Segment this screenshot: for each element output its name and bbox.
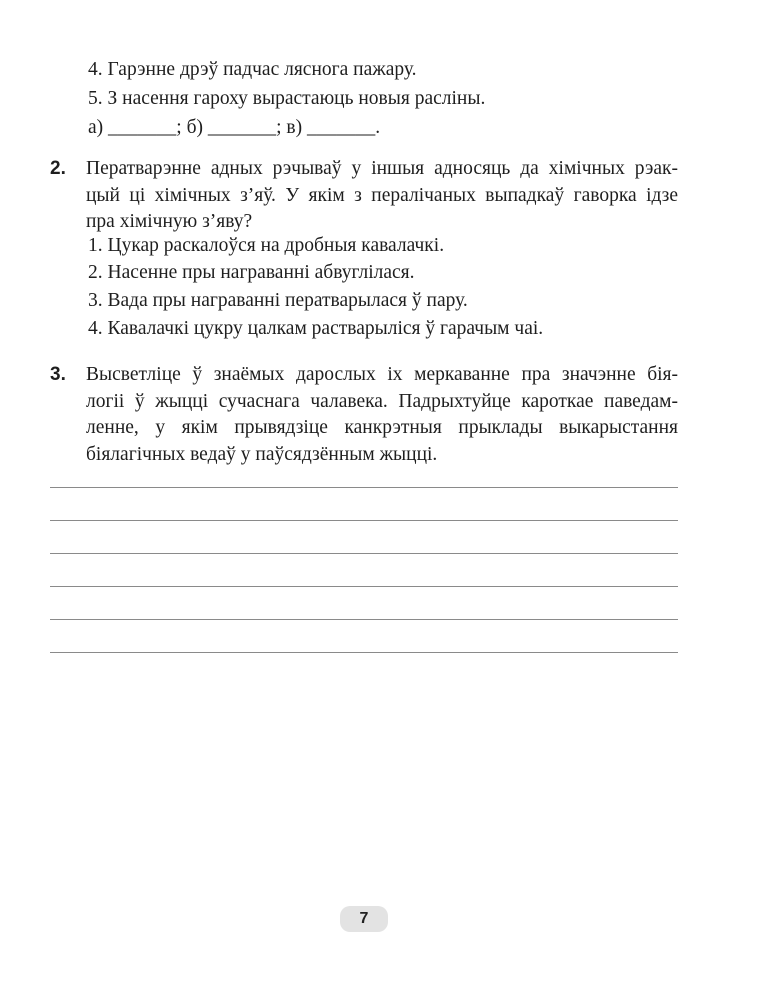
page-number: 7 <box>340 906 388 932</box>
task2-option-2: 2. Насенне пры награванні абвуглілася. <box>88 262 415 283</box>
task3-question-line: біялагічных ведаў у паўсядзённым жыцці. <box>86 443 438 465</box>
writing-line[interactable] <box>50 520 678 521</box>
writing-line[interactable] <box>50 619 678 620</box>
task3-number: 3. <box>50 364 66 385</box>
task1-item-5: 5. З насення гароху вырастаюць новыя расліны. <box>88 88 486 109</box>
writing-line[interactable] <box>50 586 678 587</box>
task3-question-line: Высветліце ў знаёмых дарослых іх меркаванне пра значэнне бія- <box>86 364 678 385</box>
writing-line[interactable] <box>50 487 678 488</box>
task1-item-4: 4. Гарэнне дрэў падчас ляснога пажару. <box>88 59 417 80</box>
task3-question-line: логіі ў жыцці сучаснага чалавека. Падрыхтуйце кароткае паведам- <box>86 390 678 412</box>
task2-question-line: пра хімічную з’яву? <box>86 211 253 232</box>
task2-number: 2. <box>50 158 66 179</box>
task1-answer-line: а) _______; б) _______; в) _______. <box>88 117 381 138</box>
task2-option-4: 4. Кавалачкі цукру цалкам растварыліся ў гарачым чаі. <box>88 318 544 339</box>
task2-question-line: Ператварэнне адных рэчываў у іншыя адносяць да хімічных рэак- <box>86 158 678 179</box>
writing-line[interactable] <box>50 652 678 653</box>
task3-question <box>86 362 678 468</box>
task2-option-3: 3. Вада пры награванні ператварылася ў пару. <box>88 290 468 311</box>
task3-question-line: ленне, у якім прывядзіце канкрэтныя прыклады выкарыстання <box>86 417 678 438</box>
task2-question-line: цый ці хімічных з’яў. У якім з пералічаных выпадкаў гаворка ідзе <box>86 184 678 206</box>
task2-option-1: 1. Цукар раскалоўся на дробныя кавалачкі. <box>88 235 445 256</box>
task2-question <box>86 156 678 236</box>
writing-line[interactable] <box>50 553 678 554</box>
